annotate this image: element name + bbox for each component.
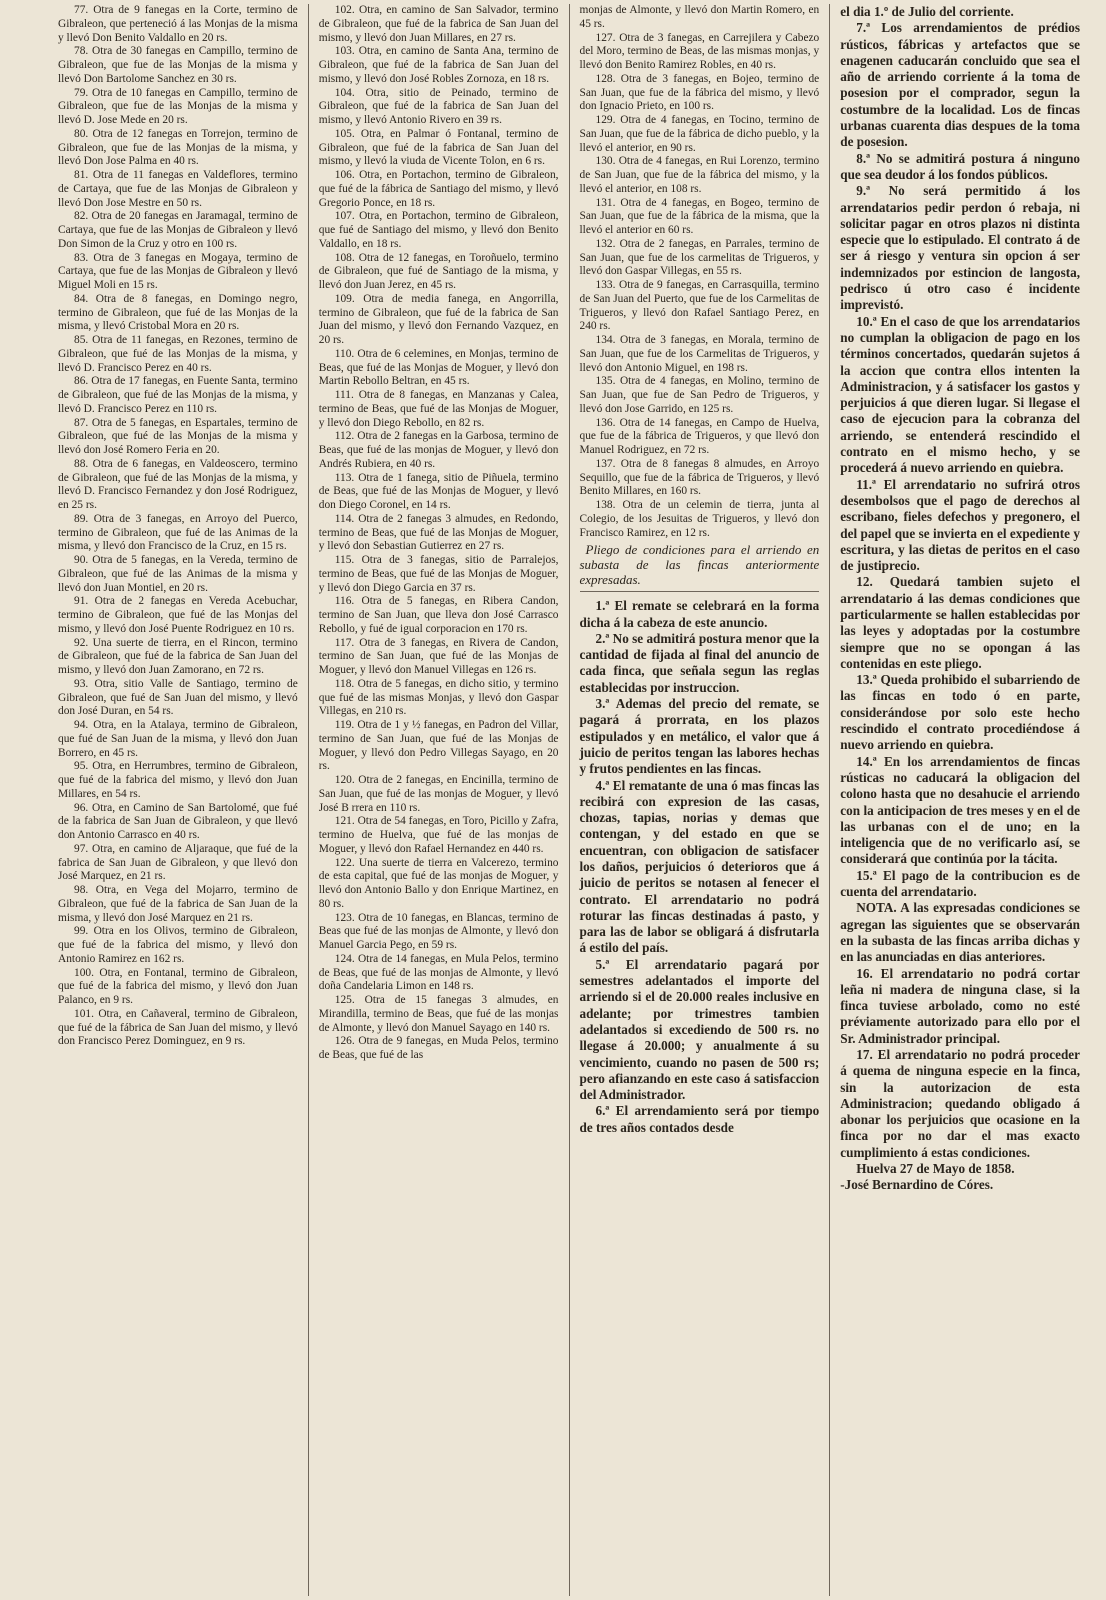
property-entry: 81. Otra de 11 fanegas en Valdeflores, termino de Cartaya, que fue de las Monjas de Gibraleon y llevó Don Jose Mestre en 50 rs.: [58, 169, 298, 209]
property-entry: 133. Otra de 9 fanegas, en Carrasquilla, termino de San Juan del Puerto, que fue de los Carmelitas de Trigueros, y llevó don Rafael Santiago Perez, en 240 rs.: [579, 279, 820, 333]
property-entry: 103. Otra, en camino de Santa Ana, termino de Gibraleon, que fué de la fabrica de San Juan del mismo, y llevó don José Robles Zornoza, en 18 rs.: [318, 45, 559, 85]
condition-paragraph: 5.ª El arrendatario pagará por semestres adelantados el importe del arriendo si el de 20.000 reales inclusive en adelante; por trimestres tambien adelantados si excediendo de 500 rs. no llegase á 20.000; y anualmente á su vencimiento, cuando no pasen de 500 rs; pero afianzando en este caso á satisfaccion del Administrador.: [579, 956, 820, 1103]
property-entry: 121. Otra de 54 fanegas, en Toro, Picillo y Zafra, termino de Huelva, que fué de las monjas de Moguer, y llevó don Rafael Hernandez en 440 rs.: [318, 815, 559, 855]
property-entry: 101. Otra, en Cañaveral, termino de Gibraleon, que fué de la fábrica de San Juan del mismo, y llevó don Francisco Perez Dominguez, en 9 rs.: [58, 1007, 298, 1048]
property-entry: 100. Otra, en Fontanal, termino de Gibraleon, que fué de la fabrica del mismo, y llevó don Juan Palanco, en 9 rs.: [58, 966, 298, 1006]
property-entry: 104. Otra, sitio de Peinado, termino de Gibraleon, que fué de la fabrica de San Juan del mismo, y llevó Antonio Rivero en 39 rs.: [318, 86, 559, 126]
property-entry: 94. Otra, en la Atalaya, termino de Gibraleon, que fué de San Juan de la misma, y llevó don Juan Borrero, en 45 rs.: [58, 719, 298, 759]
property-entry: 116. Otra de 5 fanegas, en Ribera Candon, termino de San Juan, que lleva don José Carrasco Rebollo, y fué de igual corporacion en 170 rs.: [318, 595, 559, 635]
condition-paragraph: 12. Quedará tambien sujeto el arrendatario á las demas condiciones que particularmente se hallen establecidas por las leyes y adoptadas por la costumbre siempre que no se opongan á las contenidas en este pliego.: [840, 574, 1080, 671]
property-entry: 109. Otra de media fanega, en Angorrilla, termino de Gibraleon, que fué de la fabrica de San Juan del mismo, y llevó don Fernando Vazquez, en 20 rs.: [318, 292, 559, 346]
property-entry: 82. Otra de 20 fanegas en Jaramagal, termino de Cartaya, que fue de las Monjas de Gibraleon y llevó Don Simon de la Cruz y otro en 100 rs.: [58, 210, 298, 250]
property-entry: 126. Otra de 9 fanegas, en Muda Pelos, termino de Beas, que fué de las: [318, 1035, 559, 1061]
column-2: [308, 4, 569, 1596]
property-entry: 134. Otra de 3 fanegas, en Morala, termino de San Juan, que fue de los Carmelitas de Trigueros, y llevó don Antonio Miguel, en 198 rs.: [579, 334, 820, 374]
property-entry: 85. Otra de 11 fanegas, en Rezones, termino de Gibraleon, que fué de las Monjas de la misma, y llevó D. Francisco Perez en 40 rs.: [58, 334, 298, 374]
condition-paragraph: 4.ª El rematante de una ó mas fincas las recibirá con expresion de las casas, chozas, tapias, norias y demas que contengan, y del estado en que se encuentran, con obligacion de satisfacer los daños, perjuicios ó deterioros que á juicio de peritos se notasen al fenecer el contrato. El arrendatario no podrá roturar las fincas destinadas á pasto, y para las de labor se obligará á disfrutarla á estilo del país.: [579, 777, 820, 956]
property-entry: 77. Otra de 9 fanegas en la Corte, termino de Gibraleon, que perteneció á las Monjas de la misma y llevó Don Benito Valdallo en 20 rs.: [58, 4, 298, 44]
property-entry: 138. Otra de un celemin de tierra, junta al Colegio, de los Jesuitas de Trigueros, y llevó don Francisco Ramirez, en 12 rs.: [579, 499, 820, 539]
property-entry: 96. Otra, en Camino de San Bartolomé, que fué de la fabrica de San Juan de Gibraleon, y que llevó don Antonio Carrasco en 40 rs.: [58, 801, 298, 841]
property-entry: 110. Otra de 6 celemines, en Monjas, termino de Beas, que fué de las Monjas de Moguer, y llevó don Martin Rebollo Beltran, en 45 rs.: [318, 347, 559, 388]
property-entry: 84. Otra de 8 fanegas, en Domingo negro, termino de Gibraleon, que fué de las Monjas de la misma, y llevó Cristobal Mora en 20 rs.: [58, 292, 298, 333]
signature: -José Bernardino de Córes.: [840, 1177, 994, 1193]
property-entry: 99. Otra en los Olivos, termino de Gibraleon, que fué de la fabrica del mismo, y llevó don Antonio Ramirez en 162 rs.: [58, 925, 298, 965]
column-3: [569, 4, 830, 1596]
property-entry: monjas de Almonte, y llevó don Martin Romero, en 45 rs.: [579, 4, 820, 30]
property-entry: 107. Otra, en Portachon, termino de Gibraleon, que fué de Santiago del mismo, y llevó don Benito Valdallo, en 18 rs.: [318, 210, 559, 250]
property-entry: 80. Otra de 12 fanegas en Torrejon, termino de Gibraleon, que fue de las Monjas de la misma, y llevó Don Jose Palma en 40 rs.: [58, 127, 298, 168]
date-line: Huelva 27 de Mayo de 1858.: [856, 1161, 1015, 1177]
property-entry: 127. Otra de 3 fanegas, en Carrejilera y Cabezo del Moro, termino de Beas, de las mismas monjas, y llevó don Benito Ramirez Robles, en 40 rs.: [579, 31, 820, 71]
condition-paragraph: 3.ª Ademas del precio del remate, se pagará á prorrata, en los plazos estipulados y en metálico, el valor que á juicio de peritos tengan las labores hechas y frutos pendientes en las fincas.: [579, 696, 820, 777]
property-entry: 124. Otra de 14 fanegas, en Mula Pelos, termino de Beas, que fué de las monjas de Almonte, y llevó doña Candelaria Limon en 148 rs.: [318, 952, 559, 993]
property-entry: 106. Otra, en Portachon, termino de Gibraleon, que fué de la fábrica de Santiago del mismo, y llevó Gregorio Ponce, en 18 rs.: [318, 169, 559, 209]
property-entry: 79. Otra de 10 fanegas en Campillo, termino de Gibraleon, que fue de las Monjas de la misma y llevó D. Jose Mede en 20 rs.: [58, 86, 298, 126]
property-entry: 91. Otra de 2 fanegas en Vereda Acebuchar, termino de Gibraleon, que fué de las Monjas del mismo, y llevó don José Puente Rodriguez en 10 rs.: [58, 595, 298, 635]
property-entry: 137. Otra de 8 fanegas 8 almudes, en Arroyo Sequillo, que fue de la fábrica de Trigueros, y llevó Benito Millares, en 160 rs.: [579, 457, 820, 498]
property-entry: 102. Otra, en camino de San Salvador, termino de Gibraleon, que fué de la fabrica de San Juan del mismo, y llevó don Juan Millares, en 27 rs.: [318, 4, 559, 44]
property-entry: 89. Otra de 3 fanegas, en Arroyo del Puerco, termino de Gibraleon, que fué de las Animas de la misma, y llevó don Francisco de la Cruz, en 15 rs.: [58, 512, 298, 553]
property-entry: 125. Otra de 15 fanegas 3 almudes, en Mirandilla, termino de Beas, que fué de las monjas de Almonte, y llevó don Manuel Sayago en 140 rs.: [318, 994, 559, 1034]
condition-paragraph: 16. El arrendatario no podrá cortar leña ni madera de ninguna clase, si la finca tuviese arbolado, como no esté préviamente autorizado para ello por el Sr. Administrador principal.: [840, 965, 1080, 1046]
property-entry: 87. Otra de 5 fanegas, en Espartales, termino de Gibraleon, que fué de las Monjas de la misma y llevó don José Romero Feria en 20.: [58, 416, 298, 456]
condition-paragraph: 10.ª En el caso de que los arrendatarios no cumplan la obligacion de pago en los términos concertados, quedarán sujetos á la accion que contra ellos intenten la Administracion, y á satisfacer los gastos y perjuicios á que dieren lugar. Si llegase el caso de ejecucion para la cobranza del arriendo, se entenderá rescindido el contrato en el mismo hecho, y se procederá á nuevo arriendo en quiebra.: [840, 313, 1080, 476]
condition-paragraph: 15.ª El pago de la contribucion es de cuenta del arrendatario.: [840, 867, 1080, 900]
property-entry: 108. Otra de 12 fanegas, en Toroñuelo, termino de Gibraleon, que fué de Santiago de la misma, y llevó don Juan Jerez, en 45 rs.: [318, 251, 559, 291]
condition-paragraph: 13.ª Queda prohibido el subarriendo de las fincas en todo ó en parte, considerándose por solo este hecho rescindido el contrato procediéndose á nuevo arriendo en quiebra.: [840, 672, 1080, 753]
property-entry: 93. Otra, sitio Valle de Santiago, termino de Gibraleon, que fué de San Juan del mismo, y llevó don José Duran, en 54 rs.: [58, 677, 298, 718]
property-entry: 119. Otra de 1 y ½ fanegas, en Padron del Villar, termino de San Juan, que fué de las Monjas de Moguer, y llevó don Pedro Villegas Sayago, en 20 rs.: [318, 719, 559, 773]
condition-paragraph: 2.ª No se admitirá postura menor que la cantidad de fijada al final del anuncio de cada finca, que señala segun las reglas establecidas por instruccion.: [579, 630, 820, 695]
property-entry: 122. Una suerte de tierra en Valcerezo, termino de esta capital, que fué de las monjas de Moguer, y llevó don Antonio Ballo y don Enrique Martinez, en 80 rs.: [318, 856, 559, 910]
column-1: [48, 4, 308, 1596]
property-entry: 112. Otra de 2 fanegas en la Garbosa, termino de Beas, que fué de las monjas de Moguer, y llevó don Andrés Rubiera, en 40 rs.: [318, 430, 559, 470]
condition-paragraph: 6.ª El arrendamiento será por tiempo de tres años contados desde: [579, 1103, 820, 1135]
condition-paragraph: 14.ª En los arrendamientos de fincas rústicas no caducará la obligacion del colono hasta que no desahucie el arriendo con la anticipacion de tres meses y en el de las urbanas con el de uno; en la inteligencia que de no verificarlo así, se considerará que continúa por la tácita.: [840, 753, 1080, 867]
property-entry: 135. Otra de 4 fanegas, en Molino, termino de San Juan, que fue de San Pedro de Trigueros, y llevó don Jose Garrido, en 125 rs.: [579, 375, 820, 415]
property-entry: 105. Otra, en Palmar ó Fontanal, termino de Gibraleon, que fué de la fabrica de San Juan del mismo, y llevó la viuda de Vicente Tolon, en 6 rs.: [318, 127, 559, 168]
property-entry: 120. Otra de 2 fanegas, en Encinilla, termino de San Juan, que fué de las monjas de Moguer, y llevó José B rrera en 110 rs.: [318, 774, 559, 814]
condition-paragraph: 8.ª No se admitirá postura á ninguno que sea deudor á los fondos públicos.: [840, 150, 1080, 182]
property-entry: 86. Otra de 17 fanegas, en Fuente Santa, termino de Gibraleon, que fué de las Monjas de la misma, y llevó D. Francisco Perez en 110 rs.: [58, 375, 298, 415]
property-entry: 136. Otra de 14 fanegas, en Campo de Huelva, que fue de la fábrica de Trigueros, y que llevó don Manuel Rodriguez, en 72 rs.: [579, 416, 820, 456]
property-entry: 123. Otra de 10 fanegas, en Blancas, termino de Beas que fué de las monjas de Almonte, y llevó don Manuel Garcia Pego, en 59 rs.: [318, 911, 559, 951]
note-paragraph: NOTA. A las expresadas condiciones se agregan las siguientes que se observarán en la subasta de las fincas arriba dichas y en las anunciadas en dias anteriores.: [840, 900, 1080, 965]
condition-paragraph: 1.ª El remate se celebrará en la forma dicha á la cabeza de este anuncio.: [579, 598, 820, 630]
property-entry: 131. Otra de 4 fanegas, en Bogeo, termino de San Juan, que fue de la fábrica de la misma, que la llevó el anterior en 60 rs.: [579, 196, 820, 236]
property-entry: 78. Otra de 30 fanegas en Campillo, termino de Gibraleon, que fue de las Monjas de la misma y llevó Don Bartolome Sanchez en 30 rs.: [58, 45, 298, 85]
property-entry: 129. Otra de 4 fanegas, en Tocino, termino de San Juan, que fue de la fábrica de dicho pueblo, y la llevó el anterior, en 90 rs.: [579, 114, 820, 154]
property-entry: 95. Otra, en Herrumbres, termino de Gibraleon, que fué de la fabrica del mismo, y llevó don Juan Millares, en 54 rs.: [58, 760, 298, 800]
condition-paragraph: el dia 1.º de Julio del corriente.: [840, 4, 1014, 19]
property-entry: 88. Otra de 6 fanegas, en Valdeoscero, termino de Gibraleon, que fué de las Monjas de la misma, y llevó D. Francisco Fernandez y don José Rodriguez, en 25 rs.: [58, 457, 298, 511]
property-entry: 98. Otra, en Vega del Mojarro, termino de Gibraleon, que fué de la fabrica de San Juan de la misma, y llevó don José Marquez en 21 rs.: [58, 884, 298, 924]
property-entry: 132. Otra de 2 fanegas, en Parrales, termino de San Juan, que fue de los carmelitas de Trigueros, y llevó don Gaspar Villegas, en 55 rs.: [579, 237, 820, 278]
conditions-heading: Pliego de condiciones para el arriendo en subasta de las fincas anteriormente expresadas.: [580, 542, 820, 592]
property-entry: 97. Otra, en camino de Aljaraque, que fué de la fabrica de San Juan de Gibraleon, y que llevó don José Marquez, en 21 rs.: [58, 842, 298, 883]
condition-paragraph: 11.ª El arrendatario no sufrirá otros desembolsos que el pago de derechos al escribano, fieles defechos y pregonero, el del papel que se invierta en el expediente y escritura, y las dietas de peritos en el caso de justiprecio.: [840, 476, 1080, 574]
condition-paragraph: 7.ª Los arrendamientos de prédios rústicos, fábricas y artefactos que se enagenen caducarán concluido que sea el año de arriendo corriente á la toma de posesion por el comprador, segun la costumbre de la localidad. Los de fincas urbanas cuarenta dias despues de la toma de posesion.: [840, 20, 1080, 150]
property-entry: 128. Otra de 3 fanegas, en Bojeo, termino de San Juan, que fue de la fábrica del mismo, y llevó don Ignacio Prieto, en 100 rs.: [579, 72, 820, 113]
column-4: [829, 4, 1090, 1596]
property-entry: 118. Otra de 5 fanegas, en dicho sitio, y termino que fué de las mismas Monjas, y llevó don Gaspar Villegas, en 210 rs.: [318, 677, 559, 718]
property-entry: 90. Otra de 5 fanegas, en la Vereda, termino de Gibraleon, que fué de las Animas de la misma y llevó don Juan Montiel, en 20 rs.: [58, 554, 298, 594]
property-entry: 111. Otra de 8 fanegas, en Manzanas y Calea, termino de Beas, que fué de las Monjas de Moguer, y llevó don Diego Rebollo, en 82 rs.: [318, 389, 559, 429]
property-entry: 130. Otra de 4 fanegas, en Rui Lorenzo, termino de San Juan, que fue de la fábrica del mismo, y la llevó el anterior, en 108 rs.: [579, 155, 820, 195]
property-entry: 92. Una suerte de tierra, en el Rincon, termino de Gibraleon, que fué de la fabrica de San Juan del mismo, y llevó don Juan Zamorano, en 72 rs.: [58, 636, 298, 676]
property-entry: 114. Otra de 2 fanegas 3 almudes, en Redondo, termino de Beas, que fué de las Monjas de Moguer, y llevó don Sebastian Gutierrez en 27 rs.: [318, 512, 559, 553]
condition-paragraph: 17. El arrendatario no podrá proceder á quema de ninguna especie en la finca, sin la autorizacion de esta Administracion; quedando obligado á abonar los perjuicios que ocasione en la finca por no dar el mas exacto cumplimiento á estas condiciones.: [840, 1047, 1080, 1160]
property-entry: 113. Otra de 1 fanega, sitio de Piñuela, termino de Beas, que fué de las Monjas de Moguer, y llevó don Diego Coronel, en 14 rs.: [318, 471, 559, 511]
property-entry: 83. Otra de 3 fanegas en Mogaya, termino de Cartaya, que fue de las Monjas de Gibraleon y llevó Miguel Moli en 15 rs.: [58, 251, 298, 291]
property-entry: 117. Otra de 3 fanegas, en Rivera de Candon, termino de San Juan, que fué de las Monjas de Moguer, y llevó don Manuel Villegas en 126 rs.: [318, 636, 559, 676]
property-entry: 115. Otra de 3 fanegas, sitio de Parralejos, termino de Beas, que fué de las Monjas de Moguer, y llevó don Diego Garcia en 37 rs.: [318, 554, 559, 594]
condition-paragraph: 9.ª No será permitido á los arrendatarios pedir perdon ó rebaja, ni solicitar pagar en otros plazos ni distinta especie que lo estipulado. El contrato á de ser á riesgo y ventura sin opcion á ser indemnizados por estincion de langosta, pedrisco ú otro caso é incidente imprevistó.: [840, 183, 1080, 313]
